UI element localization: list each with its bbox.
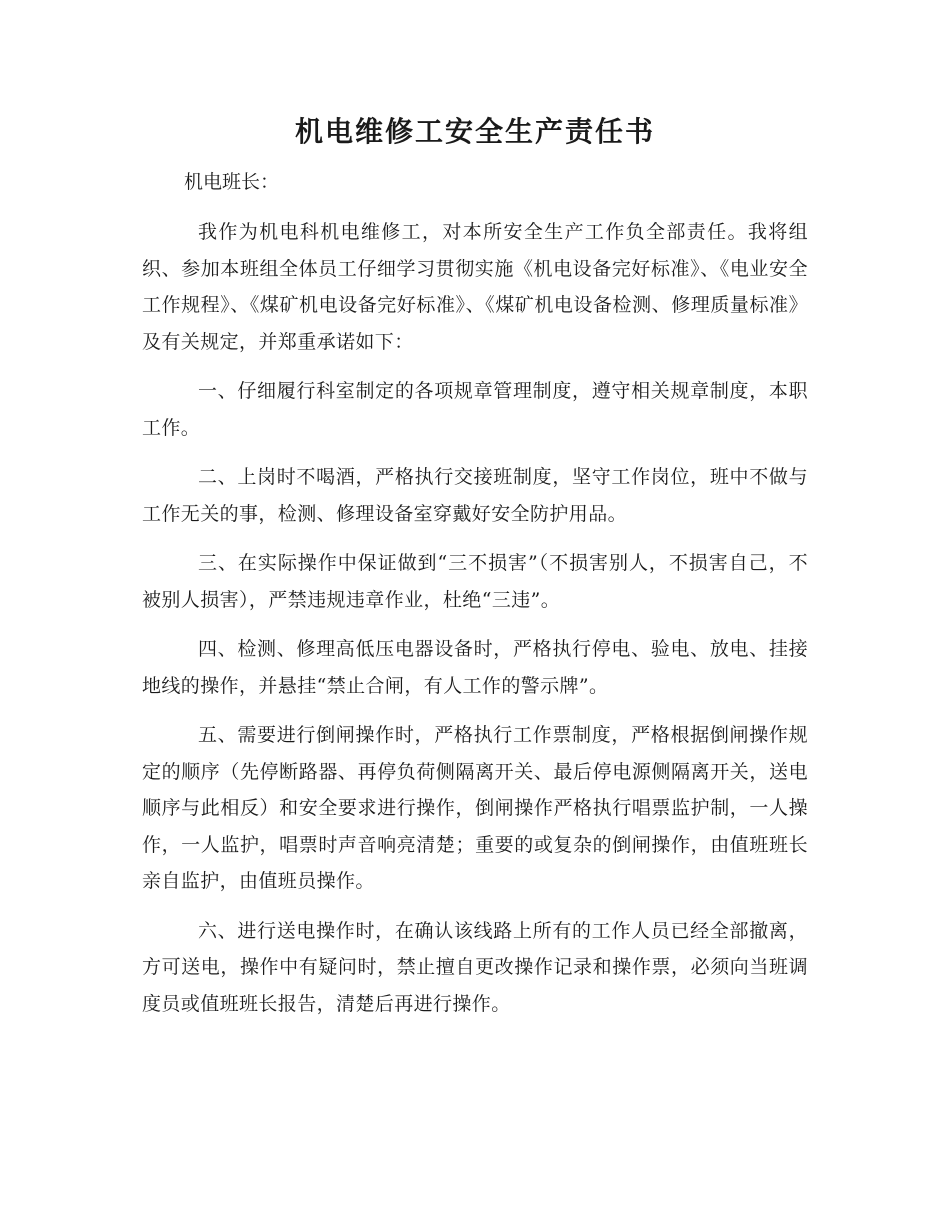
- document-page: [142, 108, 808, 1035]
- paragraph-item-1: 一、仔细履行科室制定的各项规章管理制度，遵守相关规章制度，本职工作。: [142, 380, 808, 439]
- paragraph-item-5: 五、需要进行倒闸操作时，严格执行工作票制度，严格根据倒闸操作规定的顺序（先停断路器、再停负荷侧隔离开关、最后停电源侧隔离开关，送电顺序与此相反）和安全要求进行操作，倒闸操作严格执行唱票监护制，一人操作，一人监护，唱票时声音响亮清楚；重要的或复杂的倒闸操作，由值班班长亲自监护，由值班员操作。: [142, 724, 808, 892]
- paragraph-item-2: 二、上岗时不喝酒，严格执行交接班制度，坚守工作岗位，班中不做与工作无关的事，检测、修理设备室穿戴好安全防护用品。: [142, 466, 808, 525]
- paragraph-item-6: 六、进行送电操作时，在确认该线路上所有的工作人员已经全部撤离，方可送电，操作中有疑问时，禁止擅自更改操作记录和操作票，必须向当班调度员或值班班长报告，清楚后再进行操作。: [142, 919, 808, 1015]
- paragraph-intro: 我作为机电科机电维修工，对本所安全生产工作负全部责任。我将组织、参加本班组全体员工仔细学习贯彻实施《机电设备完好标准》、《电业安全工作规程》、《煤矿机电设备完好标准》、《煤矿机电设备检测、修理质量标准》及有关规定，并郑重承诺如下：: [142, 221, 808, 353]
- paragraph-item-3: 三、在实际操作中保证做到“三不损害”（不损害别人，不损害自己，不被别人损害），严禁违规违章作业，杜绝“三违”。: [142, 552, 808, 611]
- document-title: 机电维修工安全生产责任书: [294, 115, 655, 148]
- salutation: 机电班长：: [184, 171, 280, 193]
- paragraph-item-4: 四、检测、修理高低压电器设备时，严格执行停电、验电、放电、挂接地线的操作，并悬挂“禁止合闸，有人工作的警示牌”。: [142, 638, 808, 697]
